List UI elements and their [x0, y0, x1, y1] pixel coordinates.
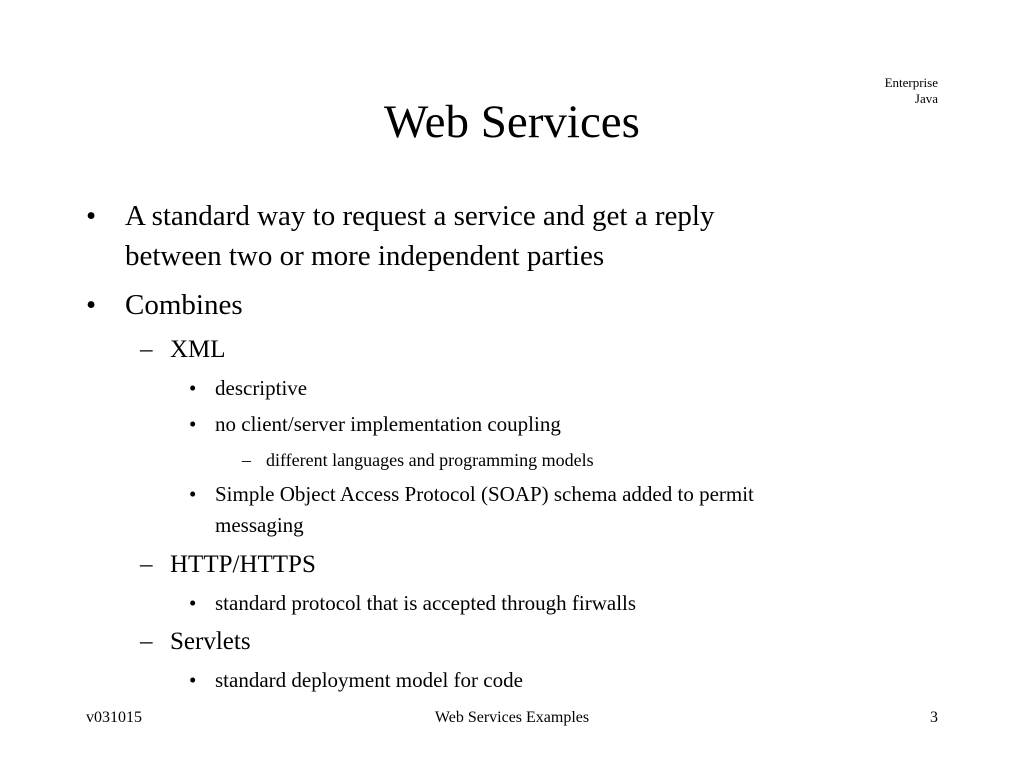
subitem-text: XML [170, 336, 226, 363]
bullet-marker: • [86, 289, 97, 321]
slide-title: Web Services [384, 96, 640, 148]
bullet-text-line1: A standard way to request a service and get a reply [125, 200, 715, 232]
subitem-text: Servlets [170, 628, 251, 655]
level4-text: different languages and programming models [266, 450, 594, 470]
bullet-item-standard-way-line2 [125, 236, 604, 276]
dash-marker: – [242, 450, 251, 470]
bullet-marker: • [189, 412, 197, 436]
bullet-marker: • [189, 482, 197, 506]
bullet-text: Combines [125, 289, 243, 321]
footer-version: v031015 [86, 709, 142, 726]
subsubitem-text-line1: Simple Object Access Protocol (SOAP) schema added to permit [215, 482, 754, 506]
bullet-text-line2: between two or more independent parties [125, 240, 605, 272]
bullet-marker: • [86, 200, 97, 232]
subsubitem-text: standard protocol that is accepted through firwalls [215, 591, 637, 615]
dash-marker: – [140, 628, 153, 655]
bullet-marker: • [189, 376, 197, 400]
corner-label-line2: Java [914, 91, 938, 106]
corner-label-line1: Enterprise [884, 75, 938, 90]
subsubitem-text-line2: messaging [215, 513, 304, 537]
subitem-text: HTTP/HTTPS [170, 551, 316, 578]
footer-title: Web Services Examples [434, 709, 590, 726]
page-number: 3 [930, 709, 938, 726]
subsubitem-text: no client/server implementation coupling [215, 412, 561, 436]
subsubitem-text: standard deployment model for code [215, 668, 523, 692]
dash-marker: – [140, 336, 153, 363]
dash-marker: – [140, 551, 153, 578]
subsubitem-soap-line2 [215, 510, 304, 540]
bullet-marker: • [189, 591, 197, 615]
subsubitem-text: descriptive [215, 376, 308, 400]
bullet-marker: • [189, 668, 197, 692]
